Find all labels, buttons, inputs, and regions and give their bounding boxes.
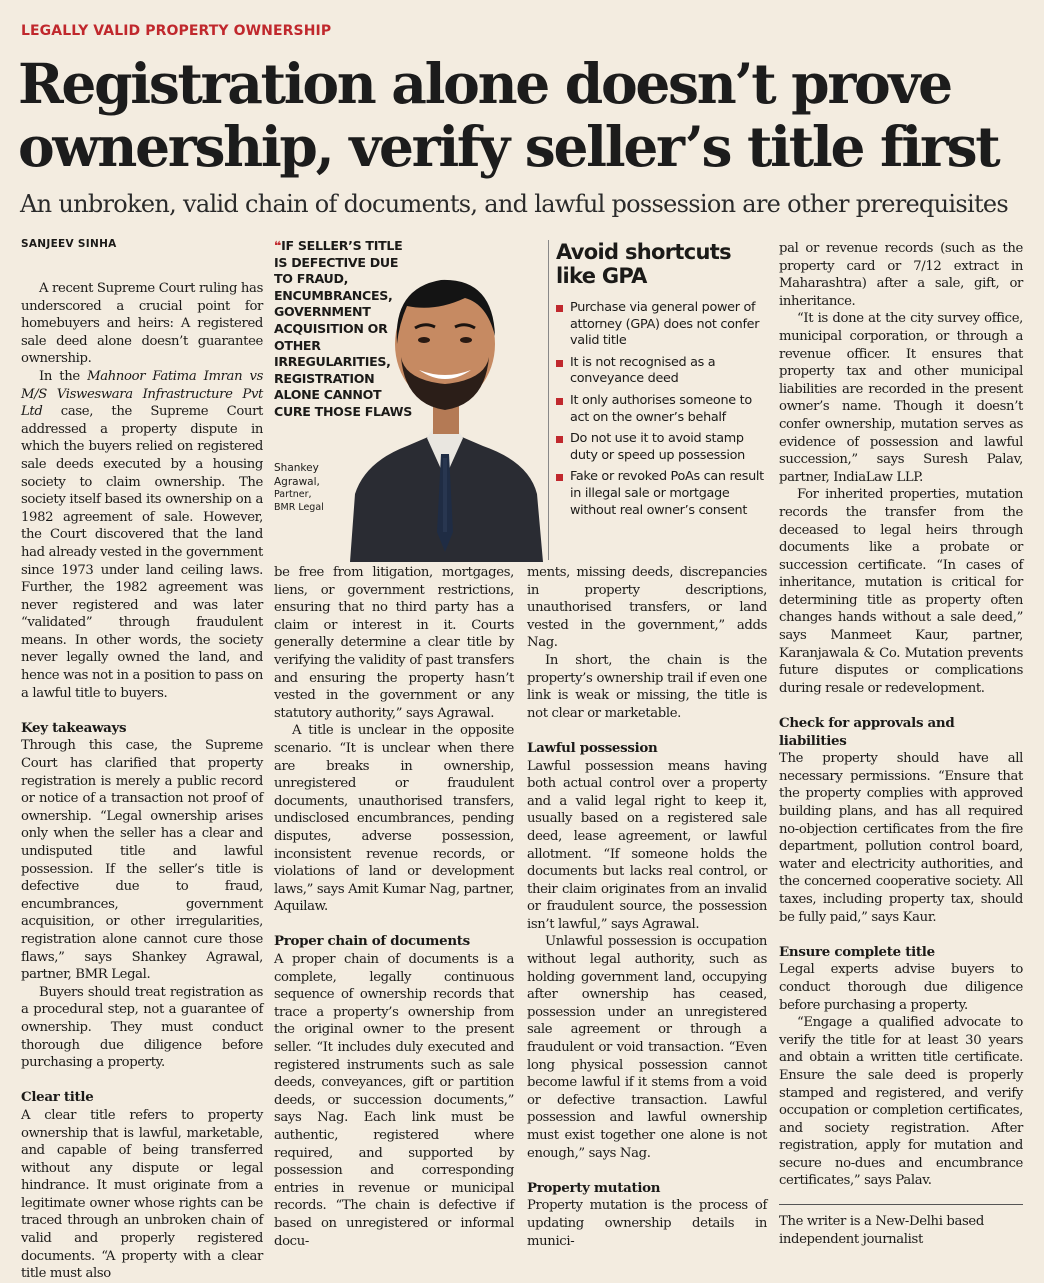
text: case, the Supreme Court addressed a property dispute in which the buyers relied on registered sale deeds executed by a housing society to claim ownership. The society itself based its ownership on a 1982 agreement of sale. However, the Court discovered that the land had already vested in the government since 1973 under land ceiling laws. Further, the 1982 agreement was never registered and was later “validated” through fraudulent means. In other words, the society never legally owned the land, and hence was not in a position to pass on a lawful title to buyers. <box>21 404 263 701</box>
pull-quote-text: IF SELLER’S TITLE IS DEFECTIVE DUE TO FRAUD, ENCUMBRANCES, GOVERNMENT ACQUISITION OR OTHER IRREGULARITIES, REGISTRATION ALONE CANNOT CURE THOSE FLAWS <box>274 238 413 419</box>
paragraph: Buyers should treat registration as a procedural step, not a guarantee of ownership. They must conduct thorough due diligence before purchasing a property. <box>21 984 263 1071</box>
case-name: Mahnoor Fatima Imran vs M/S Visweswara Infrastructure Pvt Ltd <box>21 368 263 420</box>
subhead-clear-title: Clear title <box>21 1089 94 1106</box>
credit-role: Partner, <box>274 489 312 500</box>
sidebar-list <box>556 300 764 519</box>
list-item: Do not use it to avoid stamp duty or speed up possession <box>556 431 764 464</box>
paragraph: In short, the chain is the property’s ownership trail if even one link is weak or missing, the title is not clear or marketable. <box>527 652 767 721</box>
paragraph: A title is unclear in the opposite scenario. “It is unclear when there are breaks in ownership, unregistered or fraudulent documents, unauthorised transfers, undisclosed encumbrances, pending disputes, adverse possession, inconsistent revenue records, or violations of land or development laws,” says Amit Kumar Nag, partner, Aquilaw. <box>274 723 514 915</box>
byline: SANJEEV SINHA <box>21 238 117 250</box>
paragraph: The property should have all necessary permissions. “Ensure that the property complies with approved building plans, and has all required no-objection certificates from the fire department, pollution control board, water and electricity authorities, and the concerned cooperative society. All taxes, including property tax, should be fully paid,” says Kaur. <box>779 751 1023 925</box>
paragraph: A clear title refers to property ownership that is lawful, marketable, and capable of being transferred without any dispute or legal hindrance. It must originate from a legitimate owner whose rights can be traced through an unbroken chain of valid and properly registered documents. “A property with a clear title must also <box>21 1107 263 1282</box>
headline: Registration alone doesn’t prove ownership, verify seller’s title first <box>18 51 999 179</box>
column-3 <box>527 564 767 1250</box>
paragraph: Unlawful possession is occupation without legal authority, such as holding government land, occupying after ownership has ceased, possession under an unregistered sale agreement or through a fraudulent or void transaction. “Even long physical possession cannot become lawful if it stems from a void or defective transaction. Lawful possession and lawful ownership must exist together one alone is not enough,” says Nag. <box>527 934 767 1161</box>
quote-mark-icon: ❝ <box>274 238 282 253</box>
subhead-lawful-possession: Lawful possession <box>527 739 658 756</box>
subhead-key-takeaways: Key takeaways <box>21 719 127 736</box>
paragraph: be free from litigation, mortgages, liens, or government restrictions, ensuring that no third party has a claim or interest in it. Courts generally determine a clear title by verifying the validity of past transfers and ensuring the property hasn’t vested in the government or any statutory authority,” says Agrawal. <box>274 565 514 721</box>
quote-credit <box>274 462 354 514</box>
paragraph: For inherited properties, mutation records the transfer from the deceased to legal heirs through documents like a probate or succession certificate. “In cases of inheritance, mutation is critical for determining title as property often changes hands without a sale deed,” says Manmeet Kaur, partner, Karanjawala & Co. Mutation prevents future disputes or complications during resale or redevelopment. <box>779 487 1023 696</box>
column-2 <box>274 564 514 1250</box>
column-1 <box>21 280 263 1283</box>
paragraph: A recent Supreme Court ruling has underscored a crucial point for homebuyers and heirs: A registered sale deed alone doesn’t guarantee ownership. <box>21 281 263 367</box>
paragraph: ments, missing deeds, discrepancies in property descriptions, unauthorised transfers, or land vested in the government,” adds Nag. <box>527 565 767 651</box>
column-4 <box>779 240 1023 1248</box>
paragraph: Property mutation is the process of updating ownership details in munici- <box>527 1198 767 1249</box>
paragraph: “It is done at the city survey office, municipal corporation, or through a revenue officer. It ensures that property tax and other municipal liabilities are recorded in the present owner’s name. Though it doesn’t confer ownership, mutation serves as evidence of possession and lawful succession,” says Suresh Palav, partner, IndiaLaw LLP. <box>779 311 1023 485</box>
paragraph: pal or revenue records (such as the property card or 7/12 extract in Maharashtra) after a sale, gift, or inheritance. <box>779 241 1023 309</box>
portrait-photo <box>345 232 545 562</box>
section-kicker: LEGALLY VALID PROPERTY OWNERSHIP <box>21 23 332 39</box>
deck: An unbroken, valid chain of documents, and lawful possession are other prerequisites <box>20 190 1009 218</box>
subhead-approvals: Check for approvals and liabilities <box>779 715 955 749</box>
credit-org: BMR Legal <box>274 501 324 513</box>
paragraph <box>21 368 263 702</box>
credit-name: Shankey Agrawal, <box>274 462 320 488</box>
paragraph: A proper chain of documents is a complete, legally continuous sequence of ownership records that trace a property’s ownership from the original owner to the present seller. “It includes duly executed and registered instruments such as sale deeds, conveyances, gift or partition deeds, or succession documents,” says Nag. Each link must be authentic, registered where required, and supported by possession and corresponding entries in revenue or municipal records. “The chain is defective if based on unregistered or informal docu- <box>274 952 514 1249</box>
list-item: Fake or revoked PoAs can result in illegal sale or mortgage without real owner’s consent <box>556 469 764 519</box>
list-item: It is not recognised as a conveyance deed <box>556 355 764 388</box>
text: In the <box>39 368 88 384</box>
author-endnote: The writer is a New-Delhi based independent journalist <box>779 1204 1023 1248</box>
sidebar-divider <box>548 240 549 560</box>
list-item: Purchase via general power of attorney (GPA) does not confer valid title <box>556 300 764 350</box>
list-item: It only authorises someone to act on the owner’s behalf <box>556 393 764 426</box>
sidebar-box <box>556 240 764 524</box>
paragraph: Legal experts advise buyers to conduct thorough due diligence before purchasing a property. <box>779 962 1023 1013</box>
subhead-chain-of-documents: Proper chain of documents <box>274 933 470 950</box>
subhead-property-mutation: Property mutation <box>527 1179 661 1196</box>
subhead-ensure-title: Ensure complete title <box>779 943 935 960</box>
paragraph: Lawful possession means having both actual control over a property and a valid legal right to keep it, usually based on a registered sale deed, lease agreement, or lawful allotment. “If someone holds the documents but lacks real control, or their claim originates from an invalid or fraudulent source, the possession isn’t lawful,” says Agrawal. <box>527 758 767 932</box>
paragraph: “Engage a qualified advocate to verify the title for at least 30 years and obtain a written title certificate. Ensure the sale deed is properly stamped and registered, and verify occupation or completion certificates, and society registration. After registration, apply for mutation and secure no-dues and encumbrance certificates,” says Palav. <box>779 1015 1023 1189</box>
paragraph: Through this case, the Supreme Court has clarified that property registration is merely a public record or notice of a transaction not proof of ownership. “Legal ownership arises only when the seller has a clear and undisputed title and lawful possession. If the seller’s title is defective due to fraud, encumbrances, government acquisition, or other irregularities, registration alone cannot cure those flaws,” says Shankey Agrawal, partner, BMR Legal. <box>21 738 263 983</box>
sidebar-title: Avoid shortcuts like GPA <box>556 240 731 288</box>
